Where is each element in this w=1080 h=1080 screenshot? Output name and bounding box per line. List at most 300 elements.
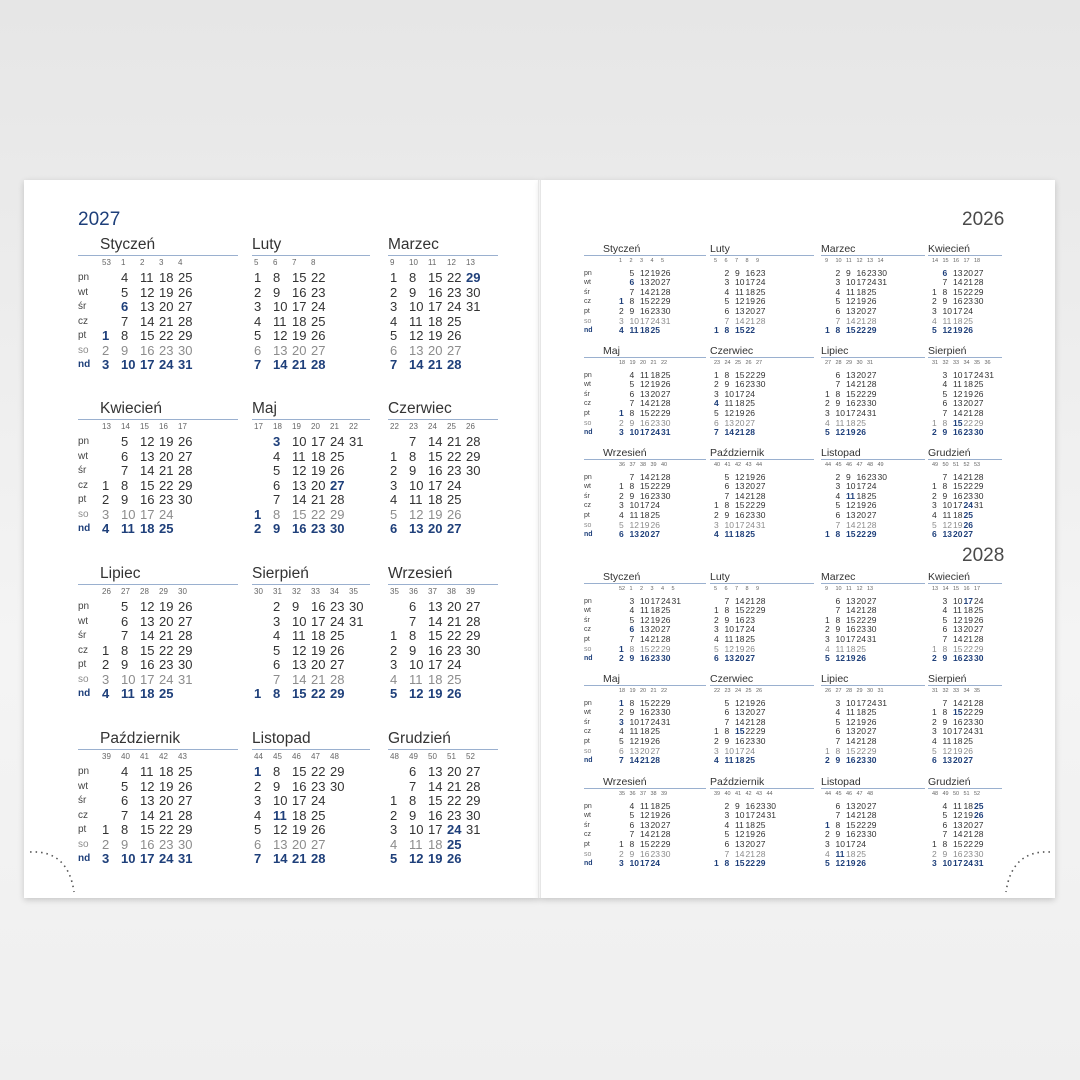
- day-number: 15: [140, 822, 155, 837]
- day-number: 12: [629, 519, 639, 530]
- day-number: 10: [835, 407, 845, 418]
- day-number: 5: [835, 500, 841, 511]
- day-number: 8: [724, 325, 730, 336]
- day-number: 30: [178, 492, 193, 507]
- week-number: 43: [745, 462, 752, 468]
- day-number: 26: [756, 829, 766, 840]
- day-number: 15: [140, 642, 155, 658]
- weekday-label: śr: [584, 390, 590, 398]
- day-number: 30: [178, 657, 193, 672]
- day-number: 1: [390, 793, 398, 808]
- week-number: 4: [661, 586, 665, 592]
- week-number: 52: [619, 586, 626, 592]
- day-number: 1: [825, 529, 830, 540]
- day-number: 11: [835, 417, 845, 428]
- day-number: 29: [756, 605, 766, 616]
- day-number: 31: [974, 858, 984, 869]
- day-number: 18: [428, 671, 443, 687]
- day-number: 1: [825, 745, 830, 756]
- day-number: 24: [650, 858, 660, 869]
- day-number: 28: [466, 778, 481, 794]
- week-number: 12: [856, 258, 863, 264]
- day-number: 9: [724, 735, 730, 746]
- day-number: 19: [846, 858, 856, 869]
- day-number: 25: [974, 379, 984, 390]
- day-number: 27: [661, 388, 671, 399]
- day-number: 9: [735, 800, 740, 811]
- day-number: 17: [745, 810, 755, 821]
- day-number: 22: [856, 745, 866, 756]
- day-number: 15: [640, 838, 650, 849]
- weekday-label: nd: [584, 429, 593, 437]
- day-number: 16: [428, 284, 443, 300]
- day-number: 1: [102, 822, 110, 837]
- day-number: 2: [932, 848, 937, 859]
- month-name: Październik: [710, 447, 765, 459]
- day-number: 4: [629, 800, 635, 811]
- week-number: 9: [825, 586, 829, 592]
- day-number: 21: [963, 277, 973, 288]
- week-number: 48: [390, 752, 399, 761]
- day-number: 14: [140, 313, 155, 329]
- week-number: 48: [330, 752, 339, 761]
- day-number: 13: [846, 305, 856, 316]
- day-number: 2: [254, 284, 262, 300]
- day-number: 6: [390, 342, 398, 358]
- day-number: 25: [745, 633, 755, 644]
- day-number: 9: [292, 599, 300, 614]
- day-number: 1: [714, 369, 719, 380]
- week-number: 51: [953, 462, 960, 468]
- day-number: 24: [756, 277, 766, 288]
- day-number: 20: [428, 521, 443, 536]
- day-number: 13: [846, 726, 856, 737]
- day-number: 16: [735, 735, 745, 746]
- day-number: 18: [735, 755, 745, 766]
- day-number: 29: [867, 614, 877, 625]
- day-number: 27: [974, 624, 984, 635]
- week-number: 31: [932, 360, 939, 366]
- week-number: 40: [724, 791, 731, 797]
- week-number: 47: [856, 462, 863, 468]
- day-number: 26: [650, 519, 660, 530]
- day-number: 12: [735, 829, 745, 840]
- day-number: 22: [963, 707, 973, 718]
- day-number: 26: [856, 427, 866, 438]
- day-number: 29: [867, 745, 877, 756]
- day-number: 7: [942, 697, 948, 708]
- day-number: 16: [140, 657, 155, 672]
- day-number: 2: [825, 755, 830, 766]
- weekday-label: cz: [584, 626, 591, 634]
- day-number: 9: [409, 284, 417, 300]
- day-number: 26: [650, 735, 660, 746]
- week-number: 47: [856, 791, 863, 797]
- month-rule: [252, 584, 370, 585]
- day-number: 8: [409, 270, 417, 285]
- day-number: 7: [942, 407, 948, 418]
- day-number: 16: [640, 848, 650, 859]
- day-number: 27: [867, 800, 877, 811]
- day-number: 12: [140, 599, 155, 614]
- day-number: 11: [835, 643, 845, 654]
- day-number: 6: [629, 388, 635, 399]
- day-number: 24: [745, 745, 755, 756]
- week-number: 39: [650, 462, 657, 468]
- week-number: 20: [311, 422, 320, 431]
- day-number: 27: [311, 342, 326, 358]
- day-number: 21: [963, 471, 973, 482]
- day-number: 3: [619, 858, 624, 869]
- day-number: 22: [963, 286, 973, 297]
- day-number: 3: [724, 810, 730, 821]
- year-2028-heading: 2028: [962, 545, 1005, 566]
- week-number: 25: [447, 422, 456, 431]
- day-number: 23: [745, 735, 755, 746]
- day-number: 3: [254, 299, 262, 314]
- day-number: 23: [856, 755, 866, 766]
- day-number: 23: [311, 521, 326, 536]
- week-number: 19: [292, 422, 301, 431]
- day-number: 14: [640, 398, 650, 409]
- day-number: 14: [846, 379, 856, 390]
- day-number: 24: [745, 519, 755, 530]
- day-number: 12: [835, 653, 845, 664]
- day-number: 20: [159, 793, 174, 808]
- day-number: 18: [846, 643, 856, 654]
- day-number: 5: [121, 434, 129, 449]
- weekday-label: wt: [584, 607, 591, 615]
- day-number: 12: [292, 642, 307, 658]
- day-number: 26: [974, 614, 984, 625]
- day-number: 15: [953, 707, 963, 718]
- day-number: 7: [629, 398, 635, 409]
- week-number: 34: [330, 587, 339, 596]
- day-number: 11: [724, 398, 734, 409]
- day-number: 14: [846, 315, 856, 326]
- day-number: 20: [745, 305, 755, 316]
- weekday-label: pt: [584, 511, 590, 519]
- month-name: Listopad: [252, 730, 311, 747]
- day-number: 23: [447, 807, 462, 823]
- day-number: 21: [292, 357, 307, 372]
- day-number: 19: [745, 697, 755, 708]
- day-number: 20: [292, 836, 307, 852]
- day-number: 17: [428, 822, 443, 837]
- day-number: 10: [724, 519, 734, 530]
- day-number: 29: [974, 417, 984, 428]
- day-number: 17: [140, 671, 155, 687]
- day-number: 4: [390, 492, 398, 507]
- day-number: 11: [724, 755, 734, 766]
- day-number: 27: [974, 398, 984, 409]
- day-number: 10: [409, 477, 424, 493]
- day-number: 4: [273, 448, 281, 464]
- day-number: 16: [292, 778, 307, 794]
- week-number: 6: [273, 258, 278, 267]
- day-number: 1: [619, 296, 624, 307]
- day-number: 29: [178, 328, 193, 343]
- day-number: 24: [745, 624, 755, 635]
- day-number: 24: [311, 299, 326, 314]
- day-number: 24: [856, 633, 866, 644]
- weekday-label: wt: [78, 450, 88, 462]
- week-number: 31: [877, 688, 884, 694]
- day-number: 23: [963, 427, 973, 438]
- week-number: 1: [629, 586, 633, 592]
- day-number: 3: [942, 369, 948, 380]
- day-number: 3: [390, 657, 398, 672]
- day-number: 6: [273, 477, 281, 493]
- day-number: 28: [466, 613, 481, 629]
- day-number: 19: [159, 599, 174, 614]
- week-number: 6: [724, 586, 728, 592]
- day-number: 30: [466, 284, 481, 300]
- day-number: 19: [650, 614, 660, 625]
- day-number: 19: [963, 614, 973, 625]
- day-number: 9: [846, 267, 851, 278]
- day-number: 31: [867, 407, 877, 418]
- day-number: 7: [121, 807, 129, 823]
- weekday-label: pn: [584, 699, 592, 707]
- month-rule: [821, 255, 925, 256]
- day-number: 10: [121, 357, 136, 372]
- day-number: 18: [846, 417, 856, 428]
- day-number: 29: [330, 506, 345, 522]
- day-number: 7: [835, 315, 841, 326]
- day-number: 25: [311, 807, 326, 823]
- month-name: Czerwiec: [388, 400, 452, 417]
- day-number: 17: [640, 427, 650, 438]
- day-number: 13: [724, 417, 734, 428]
- day-number: 31: [661, 315, 671, 326]
- day-number: 13: [953, 398, 963, 409]
- day-number: 24: [447, 477, 462, 493]
- day-number: 29: [661, 697, 671, 708]
- day-number: 10: [629, 858, 639, 869]
- day-number: 1: [254, 270, 262, 285]
- day-number: 12: [835, 427, 845, 438]
- month-rule: [928, 459, 1002, 460]
- day-number: 1: [825, 614, 830, 625]
- day-number: 10: [846, 697, 856, 708]
- day-number: 26: [311, 822, 326, 837]
- day-number: 23: [650, 417, 660, 428]
- week-number: 18: [273, 422, 282, 431]
- day-number: 29: [974, 481, 984, 492]
- day-number: 3: [942, 595, 948, 606]
- day-number: 18: [640, 509, 650, 520]
- day-number: 24: [330, 434, 345, 449]
- week-number: 4: [650, 258, 654, 264]
- day-number: 2: [714, 614, 719, 625]
- day-number: 14: [735, 490, 745, 501]
- weekday-label: pt: [584, 635, 590, 643]
- day-number: 15: [953, 417, 963, 428]
- week-number: 35: [619, 791, 626, 797]
- day-number: 5: [390, 851, 398, 866]
- day-number: 8: [629, 296, 635, 307]
- weekday-label: cz: [584, 298, 591, 306]
- day-number: 30: [867, 755, 877, 766]
- week-number: 18: [619, 688, 626, 694]
- week-number: 1: [121, 258, 126, 267]
- week-number: 10: [409, 258, 418, 267]
- weekday-label: śr: [78, 630, 87, 641]
- day-number: 13: [846, 509, 856, 520]
- day-number: 22: [745, 369, 755, 380]
- day-number: 19: [856, 296, 866, 307]
- week-number: 6: [724, 258, 728, 264]
- day-number: 13: [629, 745, 639, 756]
- day-number: 10: [273, 299, 288, 314]
- weekday-label: pt: [584, 307, 590, 315]
- day-number: 30: [974, 848, 984, 859]
- day-number: 19: [963, 810, 973, 821]
- day-number: 10: [409, 657, 424, 672]
- day-number: 27: [745, 417, 755, 428]
- day-number: 2: [835, 471, 841, 482]
- day-number: 14: [953, 829, 963, 840]
- day-number: 15: [846, 745, 856, 756]
- day-number: 30: [974, 653, 984, 664]
- day-number: 23: [963, 653, 973, 664]
- day-number: 14: [846, 810, 856, 821]
- day-number: 25: [963, 315, 973, 326]
- day-number: 16: [846, 624, 856, 635]
- day-number: 17: [640, 500, 650, 511]
- day-number: 14: [953, 407, 963, 418]
- day-number: 21: [856, 810, 866, 821]
- day-number: 12: [409, 851, 424, 866]
- day-number: 26: [745, 407, 755, 418]
- day-number: 20: [650, 819, 660, 830]
- day-number: 21: [159, 463, 174, 478]
- day-number: 29: [867, 325, 877, 336]
- day-number: 1: [714, 500, 719, 511]
- day-number: 5: [121, 284, 129, 300]
- day-number: 15: [953, 838, 963, 849]
- day-number: 2: [714, 379, 719, 390]
- month-name: Sierpień: [928, 673, 967, 685]
- day-number: 19: [650, 379, 660, 390]
- day-number: 14: [428, 778, 443, 794]
- day-number: 28: [974, 407, 984, 418]
- day-number: 24: [867, 277, 877, 288]
- month-name: Czerwiec: [710, 345, 754, 357]
- day-number: 5: [835, 296, 841, 307]
- day-number: 25: [756, 286, 766, 297]
- day-number: 9: [835, 829, 841, 840]
- day-number: 26: [867, 296, 877, 307]
- day-number: 1: [619, 697, 624, 708]
- day-number: 13: [846, 595, 856, 606]
- day-number: 22: [856, 325, 866, 336]
- day-number: 6: [724, 838, 730, 849]
- day-number: 13: [942, 755, 952, 766]
- day-number: 17: [963, 369, 973, 380]
- week-number: 35: [349, 587, 358, 596]
- day-number: 16: [846, 829, 856, 840]
- day-number: 22: [447, 628, 462, 643]
- day-number: 22: [159, 642, 174, 658]
- week-number: 32: [942, 688, 949, 694]
- day-number: 19: [650, 810, 660, 821]
- day-number: 4: [629, 605, 635, 616]
- day-number: 7: [724, 315, 730, 326]
- day-number: 31: [178, 851, 193, 866]
- weekday-label: cz: [78, 644, 88, 656]
- week-number: 26: [745, 360, 752, 366]
- day-number: 25: [756, 819, 766, 830]
- week-number: 22: [349, 422, 358, 431]
- day-number: 6: [619, 529, 624, 540]
- day-number: 26: [178, 284, 193, 300]
- week-number: 31: [273, 587, 282, 596]
- day-number: 19: [640, 735, 650, 746]
- day-number: 17: [735, 519, 745, 530]
- weekday-label: nd: [78, 359, 91, 370]
- week-number: 20: [640, 688, 647, 694]
- day-number: 21: [856, 605, 866, 616]
- week-number: 5: [714, 586, 718, 592]
- weekday-label: śr: [78, 795, 87, 806]
- day-number: 25: [311, 313, 326, 329]
- day-number: 14: [953, 277, 963, 288]
- day-number: 7: [835, 519, 841, 530]
- day-number: 20: [856, 369, 866, 380]
- day-number: 11: [409, 313, 423, 329]
- day-number: 20: [447, 599, 462, 614]
- day-number: 2: [102, 342, 110, 358]
- week-number: 49: [942, 791, 949, 797]
- week-number: 26: [466, 422, 475, 431]
- week-number: 39: [714, 791, 721, 797]
- day-number: 19: [640, 519, 650, 530]
- week-number: 27: [835, 688, 842, 694]
- day-number: 30: [867, 624, 877, 635]
- day-number: 30: [661, 707, 671, 718]
- day-number: 10: [121, 851, 136, 866]
- day-number: 17: [846, 838, 856, 849]
- day-number: 3: [619, 500, 624, 511]
- day-number: 15: [735, 726, 745, 737]
- day-number: 24: [650, 716, 660, 727]
- day-number: 7: [390, 357, 398, 372]
- day-number: 3: [932, 726, 937, 737]
- month-rule: [584, 788, 706, 789]
- day-number: 5: [724, 296, 730, 307]
- month-name: Listopad: [821, 447, 861, 459]
- day-number: 7: [629, 286, 635, 297]
- day-number: 12: [846, 716, 856, 727]
- day-number: 2: [932, 427, 937, 438]
- day-number: 30: [661, 305, 671, 316]
- weekday-label: pn: [78, 272, 90, 283]
- day-number: 16: [856, 267, 866, 278]
- day-number: 10: [953, 369, 963, 380]
- week-number: 32: [942, 360, 949, 366]
- day-number: 7: [121, 313, 129, 329]
- day-number: 26: [447, 506, 462, 522]
- weekday-label: śr: [78, 465, 87, 476]
- day-number: 14: [640, 633, 650, 644]
- week-number: 46: [846, 791, 853, 797]
- day-number: 22: [856, 388, 866, 399]
- day-number: 19: [159, 434, 174, 449]
- month-rule: [252, 419, 370, 420]
- week-number: 5: [254, 258, 259, 267]
